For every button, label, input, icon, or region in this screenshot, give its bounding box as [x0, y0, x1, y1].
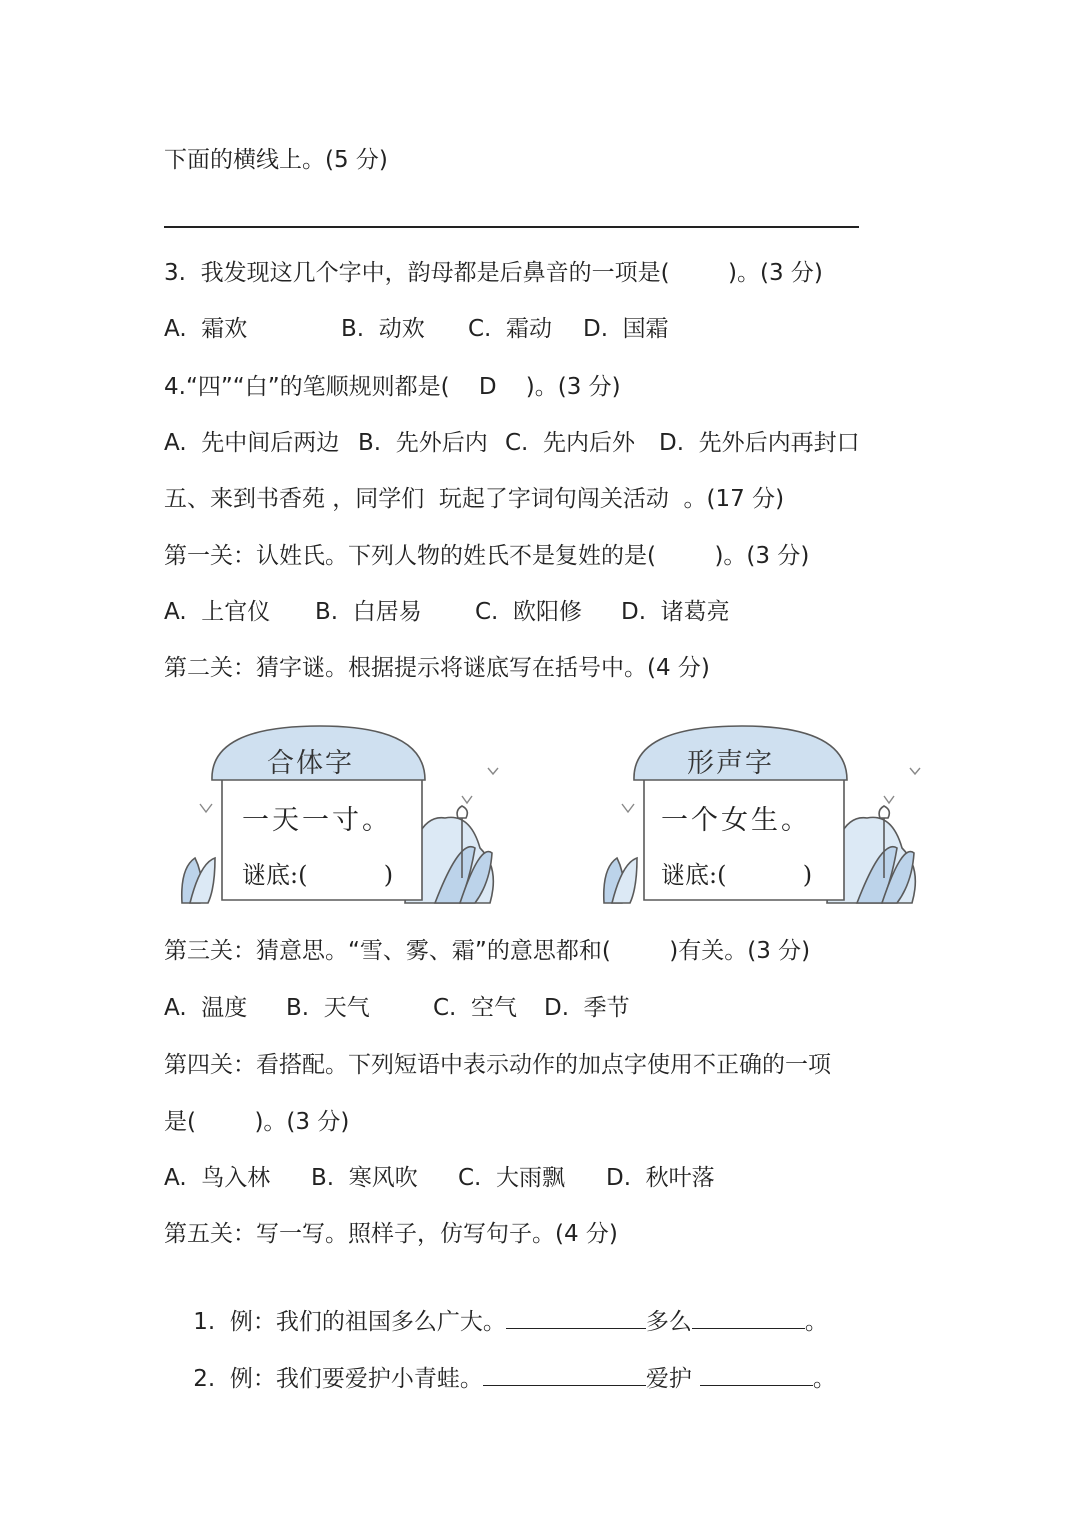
- q3-option-b[interactable]: B. 动欢: [341, 316, 425, 342]
- level5-item-1-end: 。: [804, 1309, 828, 1335]
- level4-stem-line2: 是( )。(3 分): [164, 1109, 350, 1135]
- q4-option-c[interactable]: C. 先内后外: [505, 430, 635, 456]
- fill-blank[interactable]: [483, 1363, 646, 1386]
- level5-item-2-end: 。: [812, 1366, 836, 1392]
- level3-option-a[interactable]: A. 温度: [164, 995, 248, 1021]
- riddle-1-type: 合体字: [267, 748, 354, 779]
- q3-option-c[interactable]: C. 霜动: [468, 316, 552, 342]
- level3-stem: 第三关：猜意思。“雪、雾、霜”的意思都和( )有关。(3 分): [164, 938, 811, 964]
- riddle-2-answer[interactable]: 谜底:( ): [661, 861, 813, 889]
- level3-option-c[interactable]: C. 空气: [433, 995, 517, 1021]
- intro-line: 下面的横线上。(5 分): [164, 147, 388, 173]
- q3-option-d[interactable]: D. 国霜: [583, 316, 669, 342]
- level5-item-1-example: 1. 例：我们的祖国多么广大。: [193, 1309, 506, 1335]
- riddle-card-2: [592, 718, 952, 908]
- q3-option-a[interactable]: A. 霜欢: [164, 316, 248, 342]
- level2-stem: 第二关：猜字谜。根据提示将谜底写在括号中。(4 分): [164, 655, 710, 681]
- level4-option-d[interactable]: D. 秋叶落: [606, 1165, 715, 1191]
- fill-blank[interactable]: [700, 1363, 813, 1386]
- level1-option-d[interactable]: D. 诸葛亮: [621, 599, 730, 625]
- riddle-2-text: 一个女生。: [661, 805, 811, 836]
- q4-stem: 4.“四”“白”的笔顺规则都是( D )。(3 分): [164, 374, 621, 400]
- riddle-1-text: 一天一寸。: [242, 805, 392, 836]
- level1-option-b[interactable]: B. 白居易: [315, 599, 422, 625]
- riddle-card-1: [170, 718, 530, 908]
- riddle-2-type: 形声字: [687, 748, 774, 779]
- level3-option-d[interactable]: D. 季节: [544, 995, 630, 1021]
- level5-stem: 第五关：写一写。照样子，仿写句子。(4 分): [164, 1221, 618, 1247]
- section5-title: 五、来到书香苑 ，同学们 玩起了字词句闯关活动 。(17 分): [164, 486, 785, 512]
- level4-option-c[interactable]: C. 大雨飘: [458, 1165, 565, 1191]
- answer-line[interactable]: [164, 226, 859, 228]
- level5-item-1-keyword: 多么: [645, 1309, 692, 1335]
- level5-item-2-keyword: 爱护: [645, 1366, 692, 1392]
- level1-option-a[interactable]: A. 上官仪: [164, 599, 271, 625]
- level3-option-b[interactable]: B. 天气: [286, 995, 370, 1021]
- fill-blank[interactable]: [692, 1306, 805, 1329]
- level1-stem: 第一关：认姓氏。下列人物的姓氏不是复姓的是( )。(3 分): [164, 543, 810, 569]
- q3-stem: 3. 我发现这几个字中，韵母都是后鼻音的一项是( )。(3 分): [164, 260, 823, 286]
- level5-item-2-example: 2. 例：我们要爱护小青蛙。: [193, 1366, 483, 1392]
- level5-item-2: [164, 1333, 836, 1424]
- fill-blank[interactable]: [506, 1306, 646, 1329]
- level4-option-b[interactable]: B. 寒风吹: [311, 1165, 418, 1191]
- q4-option-d[interactable]: D. 先外后内再封口: [659, 430, 860, 456]
- q4-option-b[interactable]: B. 先外后内: [358, 430, 488, 456]
- level4-stem-line1: 第四关：看搭配。下列短语中表示动作的加点字使用不正确的一项: [164, 1052, 831, 1078]
- q4-option-a[interactable]: A. 先中间后两边: [164, 430, 340, 456]
- riddle-1-answer[interactable]: 谜底:( ): [242, 861, 394, 889]
- level1-option-c[interactable]: C. 欧阳修: [475, 599, 582, 625]
- level4-option-a[interactable]: A. 鸟入林: [164, 1165, 271, 1191]
